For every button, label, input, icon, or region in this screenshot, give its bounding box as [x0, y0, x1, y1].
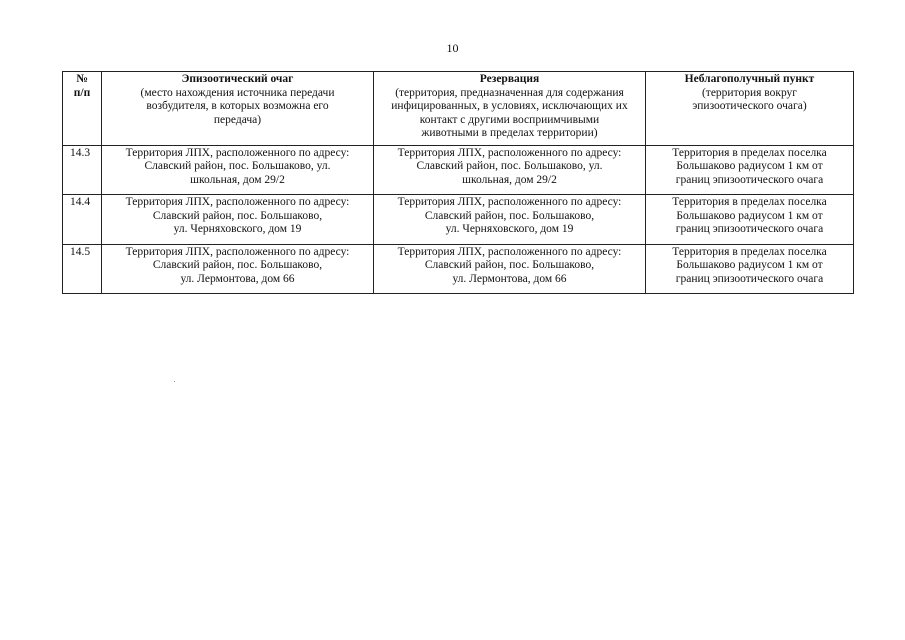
header-reservation — [374, 72, 646, 146]
header-point — [646, 72, 854, 146]
cell-line: ул. Черняховского, дом 19 — [445, 223, 574, 235]
table-row — [63, 195, 854, 245]
header-num-title: № — [76, 73, 88, 85]
cell-line: Территория ЛПХ, расположенного по адресу: — [125, 196, 350, 208]
cell-line: границ эпизоотического очага — [675, 272, 824, 285]
header-focus-title: Эпизоотический очаг — [181, 73, 294, 85]
table-header-row — [63, 72, 854, 146]
cell-line: Славский район, пос. Большаково, ул. — [416, 160, 603, 172]
cell-line: Территория в пределах поселка — [672, 196, 827, 208]
cell-line: границ эпизоотического очага — [675, 223, 824, 235]
cell-line: Территория ЛПХ, расположенного по адресу: — [125, 245, 350, 258]
header-focus-sub-line: (место нахождения источника передачи — [140, 86, 335, 99]
header-num-sub: п/п — [73, 86, 91, 99]
cell-line: Славский район, пос. Большаково, — [152, 209, 323, 222]
cell-line: Территория ЛПХ, расположенного по адресу: — [397, 146, 622, 159]
header-reservation-title: Резервация — [479, 73, 540, 85]
header-focus-sub-line: передача) — [213, 113, 262, 126]
focus-cell — [102, 244, 374, 294]
cell-line: ул. Лермонтова, дом 66 — [452, 272, 567, 285]
cell-line: Территория ЛПХ, расположенного по адресу: — [397, 245, 622, 258]
scan-speck — [174, 381, 175, 382]
row-number: 14.5 — [63, 244, 102, 294]
cell-line: Территория в пределах поселка — [672, 146, 827, 159]
cell-line: Славский район, пос. Большаково, — [424, 259, 595, 271]
cell-line: Большаково радиусом 1 км от — [676, 160, 823, 172]
cell-line: Большаково радиусом 1 км от — [676, 209, 823, 222]
focus-cell — [102, 145, 374, 195]
focus-cell — [102, 195, 374, 245]
point-cell — [646, 145, 854, 195]
cell-line: Большаково радиусом 1 км от — [676, 259, 823, 271]
header-point-sub-line: (территория вокруг — [701, 86, 798, 99]
cell-line: Славский район, пос. Большаково, — [152, 259, 323, 271]
cell-line: школьная, дом 29/2 — [462, 173, 557, 186]
header-focus — [102, 72, 374, 146]
point-cell — [646, 244, 854, 294]
cell-line: ул. Лермонтова, дом 66 — [180, 272, 295, 285]
header-point-sub-line: эпизоотического очага) — [692, 100, 807, 112]
header-reservation-sub-line: инфицированных, в условиях, исключающих их — [391, 100, 628, 112]
reservation-cell — [374, 145, 646, 195]
cell-line: ул. Черняховского, дом 19 — [173, 223, 302, 235]
episootic-table — [62, 71, 854, 294]
header-focus-sub-line: возбудителя, в которых возможна его — [146, 100, 329, 112]
reservation-cell — [374, 244, 646, 294]
cell-line: Славский район, пос. Большаково, — [424, 209, 595, 222]
cell-line: границ эпизоотического очага — [675, 173, 824, 186]
header-reservation-sub-line: животными в пределах территории) — [421, 127, 598, 139]
cell-line: Славский район, пос. Большаково, ул. — [144, 160, 331, 172]
cell-line: Территория ЛПХ, расположенного по адресу: — [397, 196, 622, 208]
reservation-cell — [374, 195, 646, 245]
page-number: 10 — [446, 41, 459, 55]
cell-line: школьная, дом 29/2 — [190, 173, 285, 186]
point-cell — [646, 195, 854, 245]
header-reservation-sub-line: (территория, предназначенная для содержания — [395, 86, 624, 99]
table-row — [63, 145, 854, 195]
cell-line: Территория ЛПХ, расположенного по адресу: — [125, 146, 350, 159]
row-number: 14.4 — [63, 195, 102, 245]
header-reservation-sub-line: контакт с другими восприимчивыми — [419, 113, 600, 126]
row-number: 14.3 — [63, 145, 102, 195]
header-point-title: Неблагополучный пункт — [684, 73, 815, 85]
cell-line: Территория в пределах поселка — [672, 245, 827, 258]
header-num — [63, 72, 102, 146]
table-row — [63, 244, 854, 294]
